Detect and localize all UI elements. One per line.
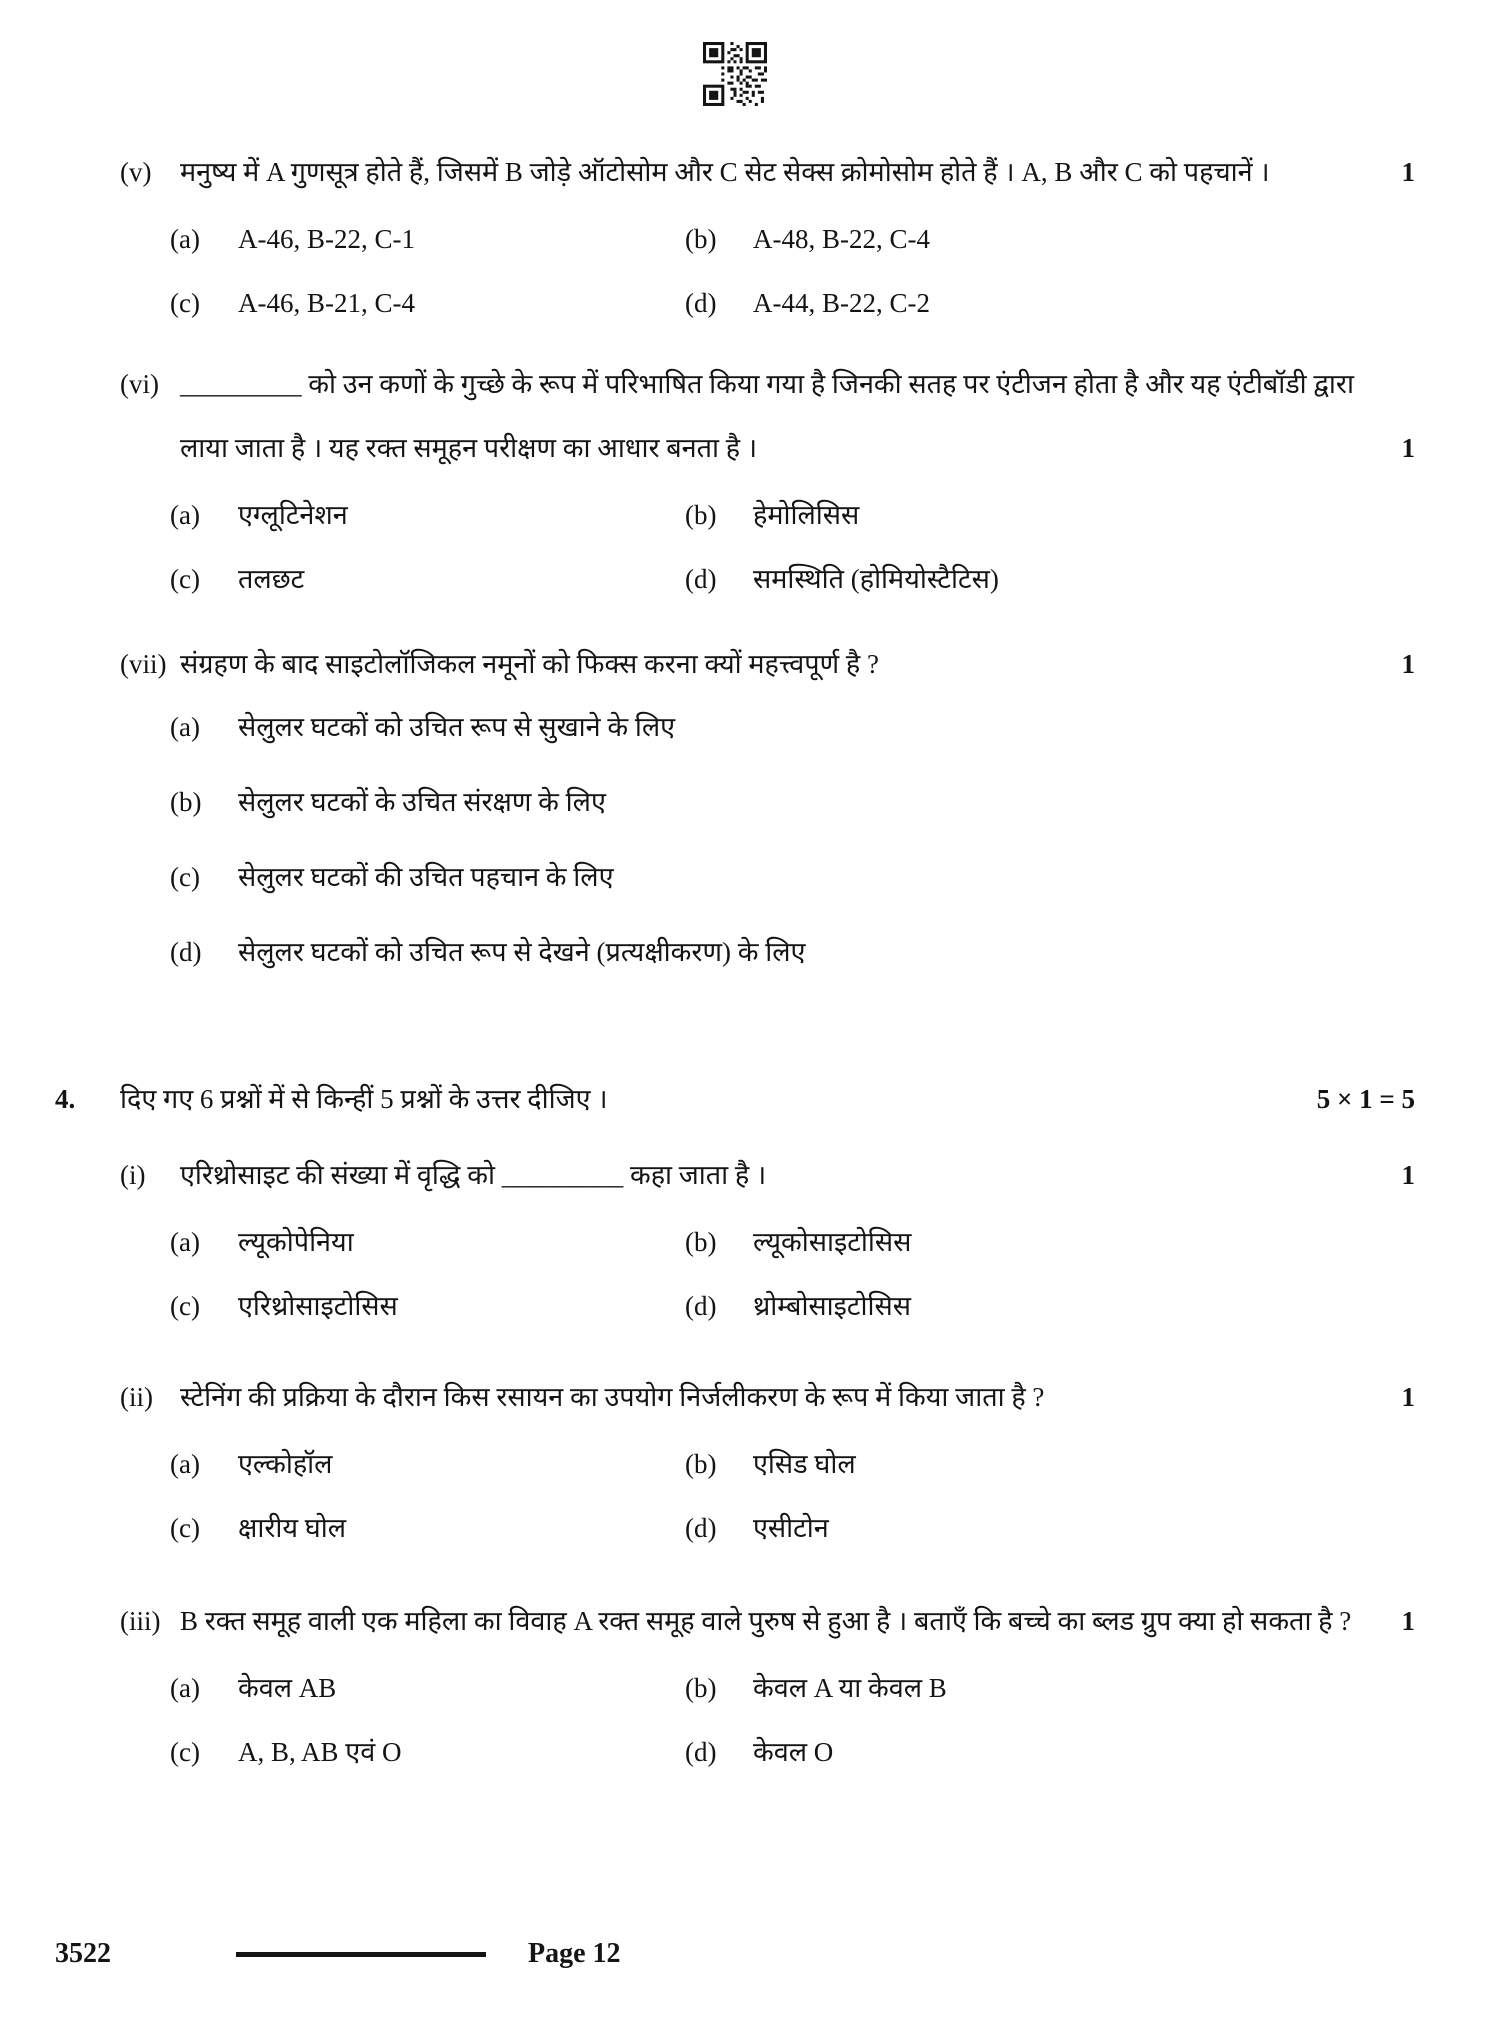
question-4-marks: 5 × 1 = 5 bbox=[1316, 1084, 1415, 1114]
option-text: एसिड घोल bbox=[753, 1449, 856, 1479]
option-b bbox=[685, 1445, 1415, 1483]
question-4-iii-number: (iii) bbox=[120, 1606, 161, 1636]
option-a bbox=[170, 708, 1415, 746]
option-d bbox=[685, 1287, 1415, 1325]
question-4-i-options bbox=[170, 1223, 1415, 1325]
option-c bbox=[170, 1733, 685, 1771]
option-text: सेलुलर घटकों को उचित रूप से देखने (प्रत्यक्षीकरण) के लिए bbox=[238, 937, 806, 967]
option-text: सेलुलर घटकों को उचित रूप से सुखाने के लिए bbox=[238, 712, 676, 742]
option-c bbox=[170, 1287, 685, 1325]
question-4-i-text: एरिथ्रोसाइट की संख्या में वृद्धि को _________ कहा जाता है । bbox=[180, 1160, 767, 1190]
option-b bbox=[685, 496, 1415, 534]
option-c bbox=[170, 284, 685, 322]
page-number: Page 12 bbox=[528, 1938, 621, 1969]
option-text: सेलुलर घटकों के उचित संरक्षण के लिए bbox=[238, 787, 606, 817]
option-label: (d) bbox=[685, 1737, 717, 1767]
option-text: क्षारीय घोल bbox=[238, 1513, 347, 1543]
option-label: (b) bbox=[685, 1227, 717, 1257]
question-4-text: दिए गए 6 प्रश्नों में से किन्हीं 5 प्रश्नों के उत्तर दीजिए । bbox=[120, 1084, 608, 1114]
option-b bbox=[170, 783, 1415, 821]
option-label: (c) bbox=[170, 1737, 200, 1767]
question-v-text: मनुष्य में A गुणसूत्र होते हैं, जिसमें B जोड़े ऑटोसोम और C सेट सेक्स क्रोमोसोम होते हैं । A, B और C को पहचानें । bbox=[180, 157, 1270, 187]
question-4-ii-number: (ii) bbox=[120, 1382, 153, 1412]
option-a bbox=[170, 496, 685, 534]
question-vi bbox=[120, 352, 1415, 598]
option-d bbox=[685, 1733, 1415, 1771]
option-label: (d) bbox=[685, 1291, 717, 1321]
option-text: एग्लूटिनेशन bbox=[238, 500, 348, 530]
question-4-number: 4. bbox=[55, 1084, 76, 1114]
option-text: एरिथ्रोसाइटोसिस bbox=[238, 1291, 398, 1321]
question-vi-options bbox=[170, 496, 1415, 598]
option-label: (d) bbox=[685, 288, 717, 318]
question-4-ii-marks: 1 bbox=[1401, 1382, 1415, 1412]
option-c bbox=[170, 858, 1415, 896]
option-label: (c) bbox=[170, 862, 200, 892]
question-4-i bbox=[120, 1143, 1415, 1325]
option-label: (a) bbox=[170, 1449, 200, 1479]
question-v-marks: 1 bbox=[1401, 157, 1415, 187]
question-4-iii-marks: 1 bbox=[1401, 1606, 1415, 1636]
option-d bbox=[685, 1509, 1415, 1547]
question-vi-number: (vi) bbox=[120, 369, 159, 399]
option-label: (d) bbox=[685, 564, 717, 594]
option-c bbox=[170, 560, 685, 598]
option-text: समस्थिति (होमियोस्टैटिस) bbox=[753, 564, 999, 594]
option-text: A-46, B-22, C-1 bbox=[238, 224, 415, 254]
question-vii-text: संग्रहण के बाद साइटोलॉजिकल नमूनों को फिक्स करना क्यों महत्त्वपूर्ण है ? bbox=[180, 649, 879, 679]
qr-code bbox=[703, 42, 767, 106]
question-4-ii-options bbox=[170, 1445, 1415, 1547]
option-d bbox=[685, 560, 1415, 598]
question-v-options bbox=[170, 220, 1415, 322]
option-text: केवल A या केवल B bbox=[753, 1673, 947, 1703]
option-b bbox=[685, 1669, 1415, 1707]
question-vii-marks: 1 bbox=[1401, 649, 1415, 679]
option-label: (a) bbox=[170, 500, 200, 530]
option-text: एसीटोन bbox=[753, 1513, 829, 1543]
question-4-i-number: (i) bbox=[120, 1160, 146, 1190]
option-label: (b) bbox=[685, 224, 717, 254]
footer-rule bbox=[236, 1952, 486, 1957]
question-4-iii bbox=[120, 1589, 1415, 1771]
option-b bbox=[685, 1223, 1415, 1261]
option-text: ल्यूकोसाइटोसिस bbox=[753, 1227, 912, 1257]
option-label: (a) bbox=[170, 712, 200, 742]
question-4-iii-options bbox=[170, 1669, 1415, 1771]
option-text: A-46, B-21, C-4 bbox=[238, 288, 415, 318]
option-text: तलछट bbox=[238, 564, 305, 594]
option-text: ल्यूकोपेनिया bbox=[238, 1227, 354, 1257]
option-label: (a) bbox=[170, 224, 200, 254]
option-a bbox=[170, 1445, 685, 1483]
question-vii-options bbox=[170, 708, 1415, 971]
option-label: (a) bbox=[170, 1227, 200, 1257]
option-label: (b) bbox=[170, 787, 202, 817]
option-a bbox=[170, 1669, 685, 1707]
option-label: (c) bbox=[170, 564, 200, 594]
question-vi-text: _________ को उन कणों के गुच्छे के रूप में परिभाषित किया गया है जिनकी सतह पर एंटीजन होता है और यह एंटीबॉडी द्वारा लाया जाता है । यह रक्त समूहन परीक्षण का आधार बनता है । bbox=[180, 369, 1354, 463]
option-b bbox=[685, 220, 1415, 258]
option-text: A, B, AB एवं O bbox=[238, 1737, 402, 1767]
option-label: (b) bbox=[685, 1673, 717, 1703]
question-v bbox=[120, 140, 1415, 322]
option-label: (c) bbox=[170, 1291, 200, 1321]
question-4-header bbox=[55, 1067, 1415, 1131]
question-vii-number: (vii) bbox=[120, 649, 167, 679]
question-4-ii-text: स्टेनिंग की प्रक्रिया के दौरान किस रसायन का उपयोग निर्जलीकरण के रूप में किया जाता है ? bbox=[180, 1382, 1045, 1412]
option-label: (d) bbox=[685, 1513, 717, 1543]
option-label: (a) bbox=[170, 1673, 200, 1703]
option-text: थ्रोम्बोसाइटोसिस bbox=[753, 1291, 912, 1321]
option-a bbox=[170, 1223, 685, 1261]
option-text: हेमोलिसिस bbox=[753, 500, 860, 530]
option-a bbox=[170, 220, 685, 258]
option-label: (c) bbox=[170, 288, 200, 318]
page-footer bbox=[55, 1938, 1415, 1970]
question-v-number: (v) bbox=[120, 157, 152, 187]
paper-code: 3522 bbox=[55, 1938, 111, 1969]
option-label: (b) bbox=[685, 500, 717, 530]
option-text: सेलुलर घटकों की उचित पहचान के लिए bbox=[238, 862, 614, 892]
option-text: A-48, B-22, C-4 bbox=[753, 224, 930, 254]
option-label: (b) bbox=[685, 1449, 717, 1479]
option-d bbox=[685, 284, 1415, 322]
option-c bbox=[170, 1509, 685, 1547]
option-label: (d) bbox=[170, 937, 202, 967]
question-vii bbox=[120, 632, 1415, 971]
option-text: A-44, B-22, C-2 bbox=[753, 288, 930, 318]
option-text: केवल AB bbox=[238, 1673, 337, 1703]
question-4-ii bbox=[120, 1365, 1415, 1547]
question-vi-marks: 1 bbox=[1401, 433, 1415, 463]
option-text: एल्कोहॉल bbox=[238, 1449, 333, 1479]
question-4-iii-text: B रक्त समूह वाली एक महिला का विवाह A रक्त समूह वाले पुरुष से हुआ है । बताएँ कि बच्चे का ब्लड ग्रुप क्या हो सकता है ? bbox=[180, 1606, 1352, 1636]
option-d bbox=[170, 933, 1415, 971]
option-label: (c) bbox=[170, 1513, 200, 1543]
option-text: केवल O bbox=[753, 1737, 834, 1767]
question-4-i-marks: 1 bbox=[1401, 1160, 1415, 1190]
